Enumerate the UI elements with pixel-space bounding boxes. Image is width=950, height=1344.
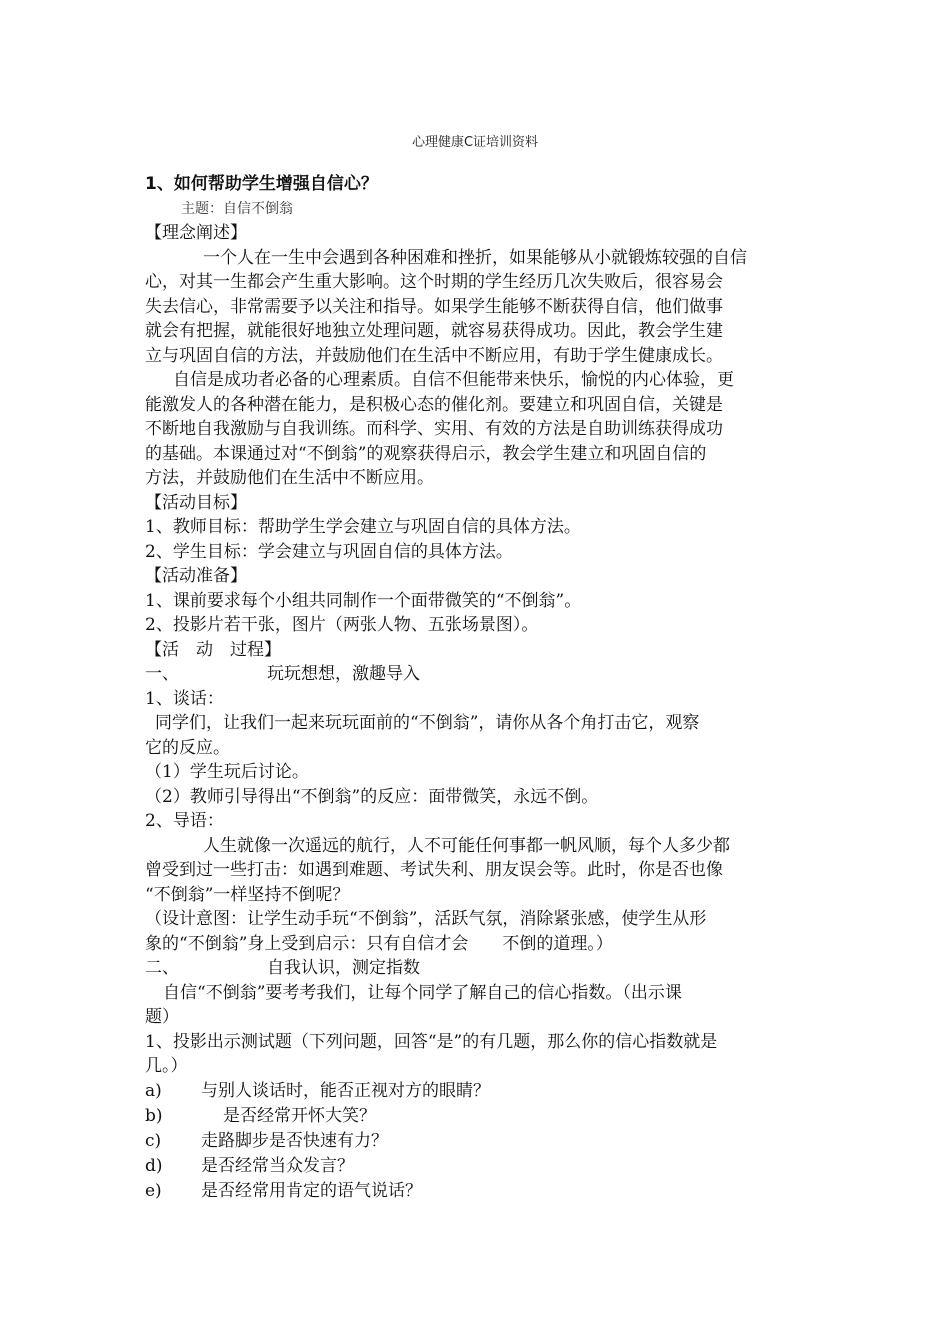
concept-line: 一个人在一生中会遇到各种困难和挫折，如果能够从小就锻炼较强的自信 (203, 247, 747, 268)
question-item (145, 1129, 810, 1154)
question-text: 走路脚步是否快速有力？ (201, 1130, 388, 1151)
section-process: 【活 动 过程】 (145, 639, 281, 660)
goal-item: 1、教师目标：帮助学生学会建立与巩固自信的具体方法。 (145, 517, 581, 537)
concept2-line: 自信是成功者必备的心理素质。自信不但能带来快乐，愉悦的内心体验，更 (173, 370, 734, 390)
goal-item: 2、学生目标：学会建立与巩固自信的具体方法。 (145, 541, 513, 562)
question-item (145, 1154, 810, 1179)
step-one-text: 玩玩想想，激趣导入 (267, 664, 420, 684)
guide-line: 曾受到过一些打击：如遇到难题、考试失利、朋友误会等。此时，你是否也像 (145, 860, 723, 880)
step-one (145, 662, 810, 687)
design-line: 象的“不倒翁”身上受到启示：只有自信才会 不倒的道理。） (145, 933, 613, 954)
question-text: 是否经常开怀大笑？ (223, 1105, 376, 1126)
talk-line: 它的反应。 (145, 737, 230, 758)
test-line: 题） (145, 1007, 179, 1027)
section-concept: 【理念阐述】 (145, 223, 247, 243)
page-header: 心理健康C证培训资料 (411, 135, 539, 150)
talk-item: （2）教师引导得出“不倒翁”的反应：面带微笑，永远不倒。 (145, 786, 599, 807)
question-text: 是否经常用肯定的语气说话？ (201, 1180, 422, 1201)
concept-line: 就会有把握，就能很好地独立处理问题，就容易获得成功。因此，教会学生建 (145, 321, 723, 341)
talk-label: 1、谈话： (145, 688, 224, 709)
section-goal: 【活动目标】 (145, 492, 247, 513)
concept2-line: 能激发人的各种潜在能力，是积极心态的催化剂。要建立和巩固自信，关键是 (145, 394, 723, 415)
step-two-text: 自我认识，测定指数 (267, 958, 420, 978)
question-item (145, 1104, 810, 1129)
project-line: 几。） (145, 1056, 188, 1076)
question-key: d) (145, 1155, 163, 1176)
guide-line: “不倒翁”一样坚持不倒呢？ (145, 884, 350, 905)
guide-label: 2、导语： (145, 811, 224, 831)
concept2-line: 方法，并鼓励他们在生活中不断应用。 (145, 468, 434, 488)
concept-line: 失去信心，非常需要予以关注和指导。如果学生能够不断获得自信，他们做事 (145, 296, 723, 317)
project-line: 1、投影出示测试题（下列问题，回答“是”的有几题，那么你的信心指数就是 (145, 1031, 718, 1052)
concept2-line: 的基础。本课通过对“不倒翁”的观察获得启示，教会学生建立和巩固自信的 (145, 443, 707, 464)
guide-line: 人生就像一次遥远的航行，人不可能任何事都一帆风顺，每个人多少都 (203, 835, 730, 856)
question-key: e) (145, 1180, 162, 1201)
step-one-number: 一、 (145, 664, 179, 684)
talk-item: （1）学生玩后讨论。 (145, 762, 309, 782)
document-body (145, 172, 810, 1204)
question-item (145, 1179, 810, 1204)
test-line: 自信“不倒翁”要考考我们，让每个同学了解自己的信心指数。（出示课 (163, 982, 682, 1003)
question-text: 与别人谈话时，能否正视对方的眼睛？ (201, 1080, 490, 1101)
concept-line: 心，对其一生都会产生重大影响。这个时期的学生经历几次失败后，很容易会 (145, 272, 723, 292)
step-two (145, 956, 810, 981)
concept2-line: 不断地自我激励与自我训练。而科学、实用、有效的方法是自助训练获得成功 (145, 419, 723, 439)
question-key: a) (145, 1080, 162, 1101)
talk-line: 同学们，让我们一起来玩玩面前的“不倒翁”，请你从各个角打击它，观察 (155, 713, 700, 733)
design-line: （设计意图：让学生动手玩“不倒翁”，活跃气氛，消除紧张感，使学生从形 (145, 909, 707, 929)
section-prep: 【活动准备】 (145, 566, 247, 586)
question-title: 1、如何帮助学生增强自信心？ (145, 174, 378, 194)
step-two-number: 二、 (145, 958, 179, 978)
question-key: c) (145, 1130, 162, 1151)
question-key: b) (145, 1105, 163, 1126)
concept-line: 立与巩固自信的方法，并鼓励他们在生活中不断应用，有助于学生健康成长。 (145, 345, 723, 366)
prep-item: 2、投影片若干张，图片（两张人物、五张场景图）。 (145, 615, 539, 635)
prep-item: 1、课前要求每个小组共同制作一个面带微笑的“不倒翁”。 (145, 590, 582, 611)
question-item (145, 1079, 810, 1104)
question-text: 是否经常当众发言？ (201, 1155, 354, 1176)
theme-line: 主题：自信不倒翁 (181, 200, 293, 217)
